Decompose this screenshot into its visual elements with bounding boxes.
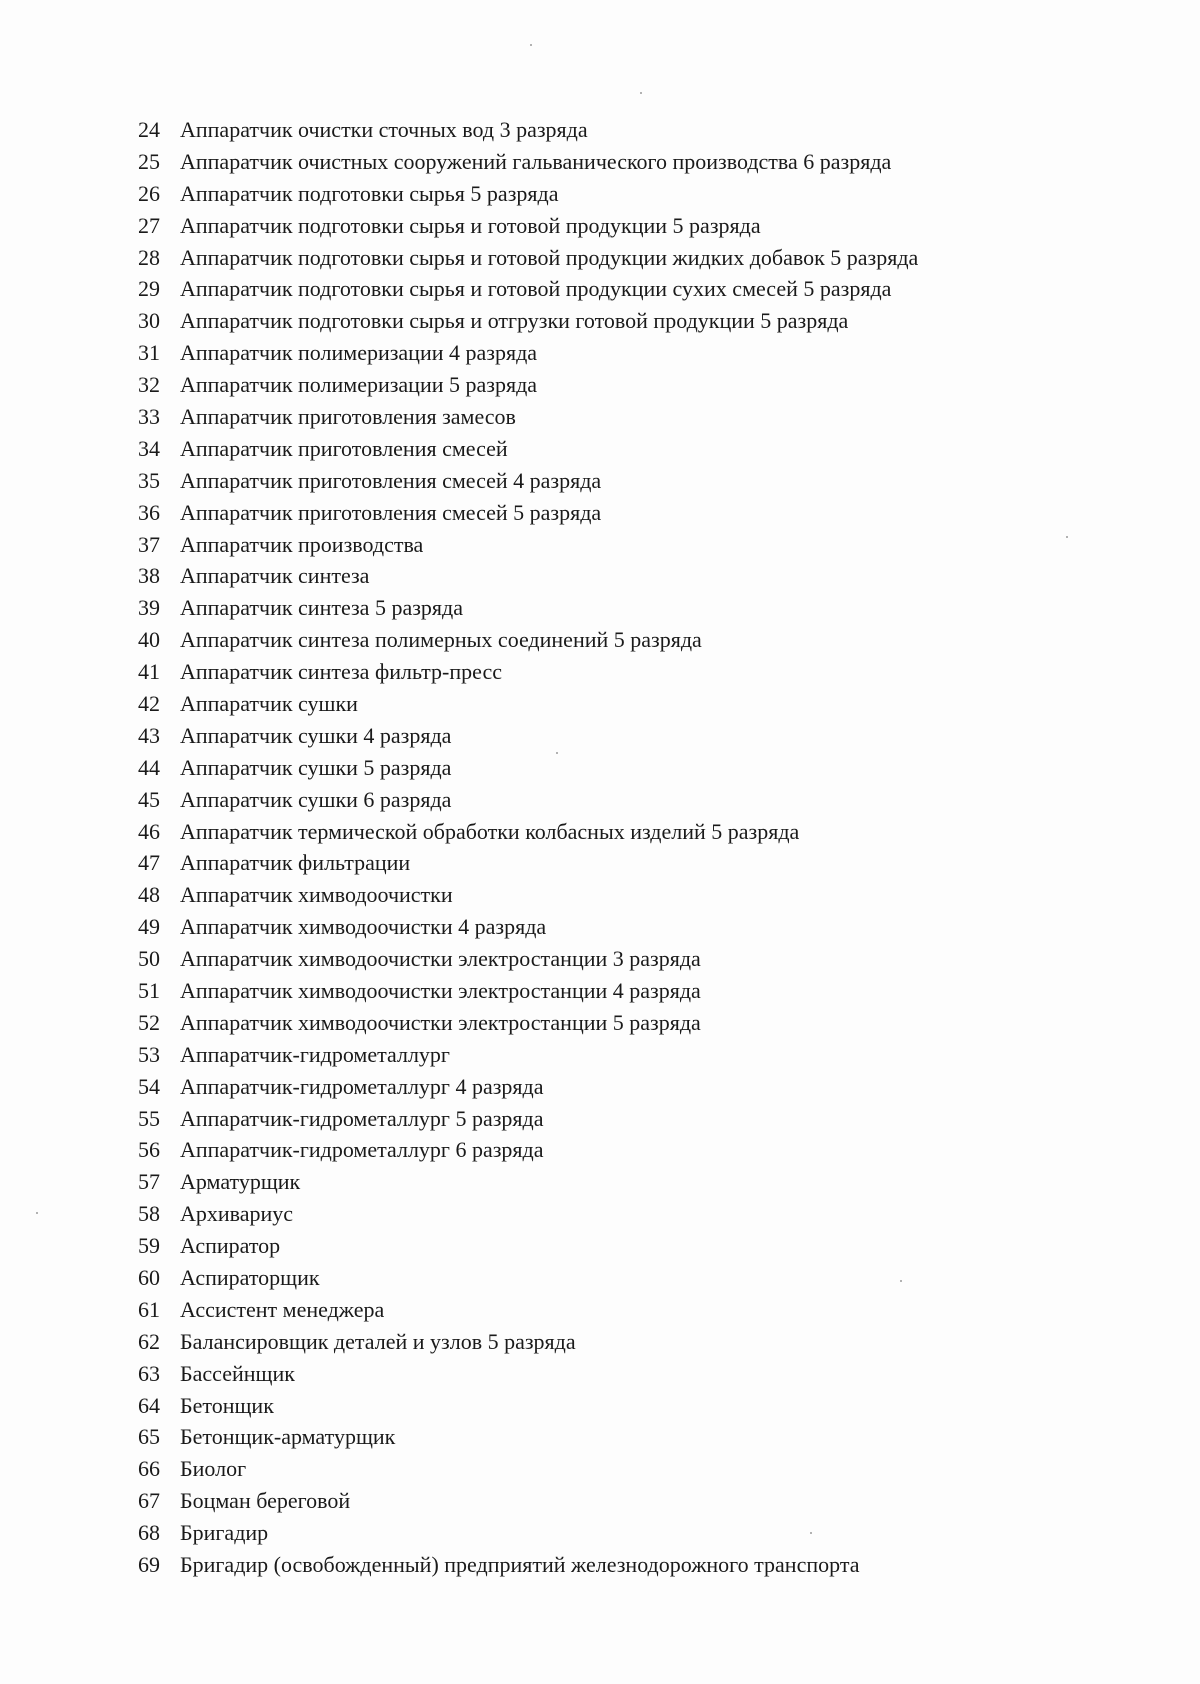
item-text: Аппаратчик синтеза фильтр-пресс [180,659,502,685]
item-text: Бетонщик-арматурщик [180,1424,396,1450]
item-text: Аппаратчик подготовки сырья 5 разряда [180,180,559,206]
list-item [118,1007,1118,1039]
item-number: 46 [138,818,160,844]
item-number: 69 [138,1552,160,1578]
list-item [118,1039,1118,1071]
list-item [118,146,1118,178]
item-number: 32 [138,372,160,398]
list-item [118,943,1118,975]
item-number: 53 [138,1041,160,1067]
list-item [118,305,1118,337]
item-number: 68 [138,1520,160,1546]
item-text: Бригадир (освобожденный) предприятий железнодорожного транспорта [180,1552,860,1578]
scan-speck [36,1212,38,1214]
item-number: 60 [138,1265,160,1290]
list-item [118,1358,1118,1390]
item-text: Аппаратчик сушки 4 разряда [180,722,452,748]
item-text: Аппаратчик подготовки сырья и отгрузки готовой продукции 5 разряда [180,308,849,334]
list-item [118,273,1118,305]
item-text: Архивариус [180,1201,294,1227]
item-text: Аппаратчик полимеризации 5 разряда [180,372,538,398]
item-number: 24 [138,116,160,142]
item-number: 29 [138,276,160,302]
item-number: 49 [138,914,160,940]
item-text: Бригадир [180,1520,269,1546]
list-item [118,242,1118,274]
item-number: 62 [138,1328,160,1354]
scan-speck [640,92,642,94]
item-number: 42 [138,690,160,716]
list-item [118,337,1118,369]
item-number: 48 [138,882,160,908]
list-item [118,1262,1118,1294]
item-number: 52 [138,1009,160,1035]
item-text: Аппаратчик термической обработки колбасных изделий 5 разряда [180,818,800,844]
item-number: 50 [138,946,160,972]
item-text: Аппаратчик синтеза [180,563,370,589]
item-text: Аппаратчик химводоочистки электростанции 4 разряда [180,977,701,1003]
list-item [118,497,1118,529]
list-item [118,1453,1118,1485]
list-item [118,720,1118,752]
scan-speck [1066,536,1068,538]
list-item [118,752,1118,784]
scan-speck [900,1280,902,1282]
list-item [118,624,1118,656]
item-number: 67 [138,1488,160,1514]
item-text: Аппаратчик подготовки сырья и готовой продукции сухих смесей 5 разряда [180,276,892,302]
item-number: 34 [138,435,160,461]
item-text: Арматурщик [180,1169,301,1195]
list-item [118,529,1118,561]
list-item [118,592,1118,624]
item-text: Аппаратчик химводоочистки 4 разряда [180,914,547,940]
list-item [118,688,1118,720]
list-item [118,1326,1118,1358]
list-item [118,1071,1118,1103]
item-number: 28 [138,244,160,270]
item-number: 57 [138,1169,160,1195]
item-text: Бетонщик [180,1392,274,1418]
list-item [118,465,1118,497]
item-number: 40 [138,627,160,653]
item-number: 51 [138,977,160,1003]
item-number: 44 [138,754,160,780]
item-text: Аппаратчик синтеза 5 разряда [180,595,463,621]
scan-speck [556,752,558,754]
item-text: Аппаратчик приготовления замесов [180,403,516,429]
item-number: 31 [138,340,160,366]
list-item [118,1485,1118,1517]
item-number: 30 [138,308,160,334]
list-item [118,1549,1118,1581]
item-number: 33 [138,403,160,429]
list-item [118,1422,1118,1454]
item-text: Аппаратчик приготовления смесей 5 разряда [180,499,602,525]
item-text: Аппаратчик приготовления смесей [180,435,508,461]
item-text: Аппаратчик сушки [180,690,358,716]
list-item [118,114,1118,146]
item-text: Аппаратчик-гидрометаллург [180,1041,450,1067]
item-number: 27 [138,212,160,238]
item-number: 36 [138,499,160,525]
profession-list [118,114,1118,1581]
item-number: 55 [138,1105,160,1131]
item-text: Ассистент менеджера [180,1296,385,1322]
item-text: Аппаратчик полимеризации 4 разряда [180,340,538,366]
item-text: Аппаратчик-гидрометаллург 6 разряда [180,1137,544,1163]
item-number: 59 [138,1233,160,1259]
list-item [118,975,1118,1007]
list-item [118,1198,1118,1230]
scan-speck [530,44,532,46]
item-text: Аппаратчик очистки сточных вод 3 разряда [180,116,588,142]
item-text: Аппаратчик подготовки сырья и готовой продукции жидких добавок 5 разряда [180,244,919,270]
item-text: Аппаратчик сушки 6 разряда [180,786,452,812]
item-text: Боцман береговой [180,1488,351,1514]
scan-speck [810,1532,812,1534]
item-text: Аспиратор [180,1233,281,1259]
item-number: 45 [138,786,160,812]
item-number: 64 [138,1392,160,1418]
item-number: 35 [138,467,160,493]
list-item [118,1103,1118,1135]
list-item [118,816,1118,848]
item-number: 66 [138,1456,160,1482]
item-number: 38 [138,563,160,589]
item-number: 25 [138,148,160,174]
item-text: Аппаратчик приготовления смесей 4 разряда [180,467,602,493]
list-item [118,401,1118,433]
item-text: Аппаратчик очистных сооружений гальванического производства 6 разряда [180,148,892,174]
item-number: 43 [138,722,160,748]
item-text: Аппаратчик химводоочистки [180,882,453,908]
item-number: 47 [138,850,160,876]
list-item [118,1135,1118,1167]
item-number: 37 [138,531,160,557]
list-item [118,879,1118,911]
item-text: Аппаратчик сушки 5 разряда [180,754,452,780]
list-item [118,784,1118,816]
list-item [118,1294,1118,1326]
list-item [118,1390,1118,1422]
item-text: Аппаратчик подготовки сырья и готовой продукции 5 разряда [180,212,761,238]
item-text: Биолог [180,1456,247,1482]
item-text: Аппаратчик-гидрометаллург 4 разряда [180,1073,544,1099]
list-item [118,433,1118,465]
list-item [118,847,1118,879]
item-number: 56 [138,1137,160,1163]
item-text: Аппаратчик-гидрометаллург 5 разряда [180,1105,544,1131]
list-item [118,178,1118,210]
list-item [118,1517,1118,1549]
list-item [118,210,1118,242]
item-text: Бассейнщик [180,1360,295,1386]
item-text: Аппаратчик производства [180,531,424,557]
item-text: Аппаратчик химводоочистки электростанции 5 разряда [180,1009,701,1035]
item-text: Аппаратчик синтеза полимерных соединений 5 разряда [180,627,702,653]
item-text: Аппаратчик химводоочистки электростанции 3 разряда [180,946,701,972]
list-item [118,1230,1118,1262]
list-item [118,911,1118,943]
item-number: 54 [138,1073,160,1099]
list-item [118,1166,1118,1198]
item-number: 65 [138,1424,160,1450]
item-text: Аппаратчик фильтрации [180,850,411,876]
item-number: 39 [138,595,160,621]
item-number: 26 [138,180,160,206]
list-item [118,656,1118,688]
item-number: 41 [138,659,160,685]
item-number: 61 [138,1296,160,1322]
item-number: 63 [138,1360,160,1386]
list-item [118,560,1118,592]
item-text: Балансировщик деталей и узлов 5 разряда [180,1328,576,1354]
item-number: 58 [138,1201,160,1227]
list-item [118,369,1118,401]
item-text: Аспираторщик [180,1265,320,1290]
